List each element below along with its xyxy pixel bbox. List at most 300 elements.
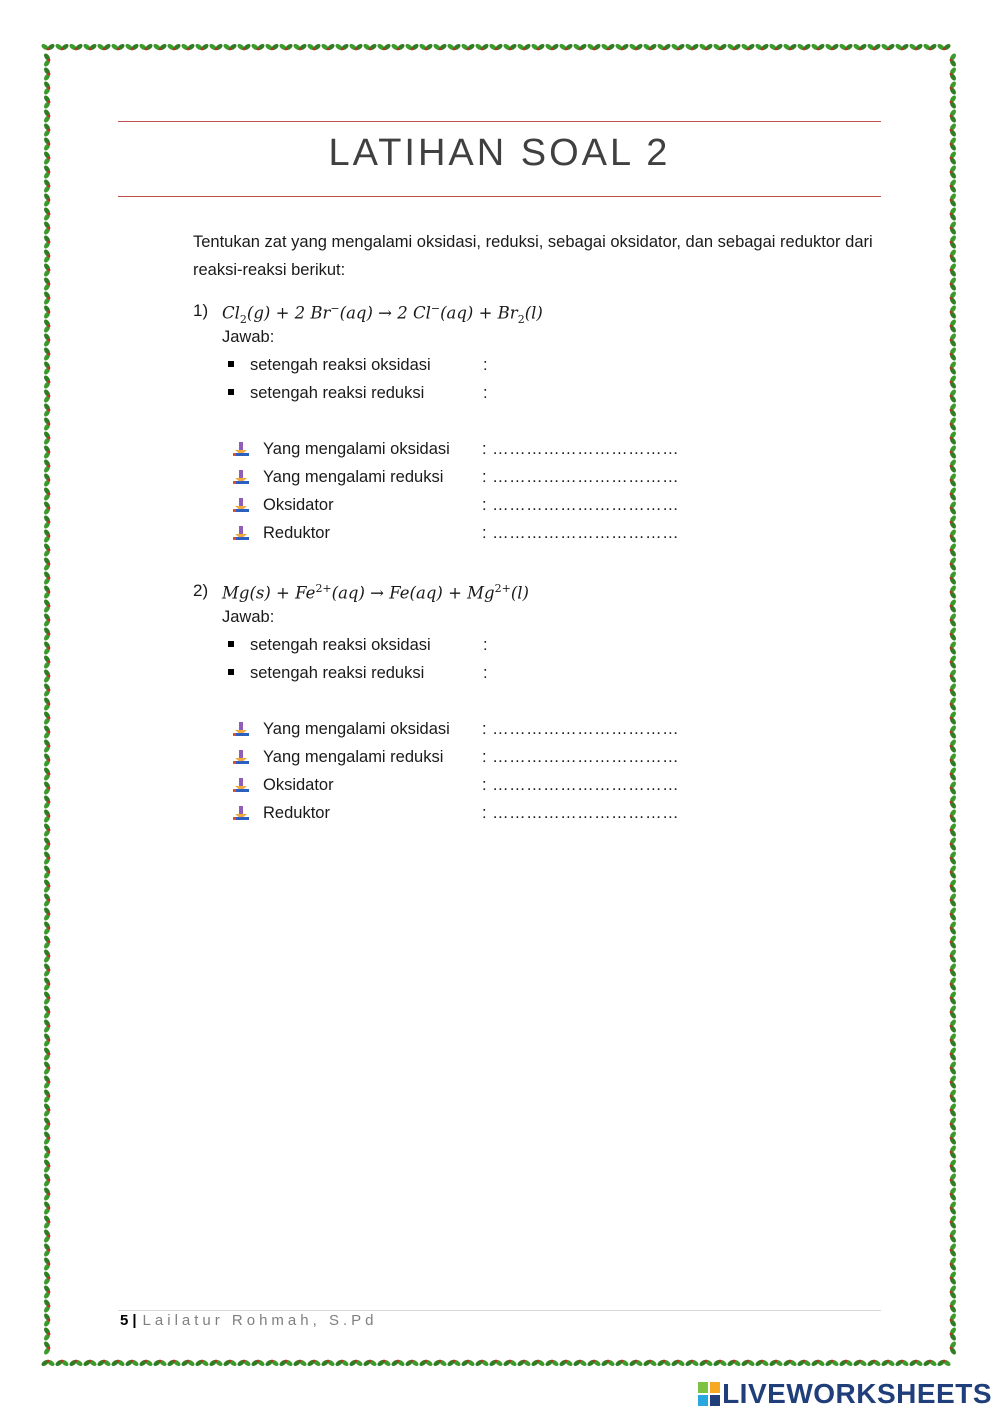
square-bullet-icon xyxy=(228,361,234,367)
holly-sprig xyxy=(949,542,957,557)
holly-sprig xyxy=(949,598,957,613)
holly-sprig xyxy=(949,1130,957,1145)
holly-sprig xyxy=(949,206,957,221)
holly-sprig xyxy=(43,864,51,879)
holly-sprig xyxy=(949,822,957,837)
holly-sprig xyxy=(43,570,51,585)
holly-sprig xyxy=(628,43,643,51)
holly-sprig xyxy=(43,892,51,907)
holly-sprig xyxy=(782,1359,797,1367)
holly-sprig xyxy=(110,43,125,51)
holly-sprig xyxy=(43,332,51,347)
holly-sprig xyxy=(320,1359,335,1367)
holly-sprig xyxy=(474,43,489,51)
holly-sprig xyxy=(152,1359,167,1367)
answer-blank[interactable]: : …………………………… xyxy=(482,804,680,822)
holly-sprig xyxy=(43,1326,51,1341)
holly-sprig xyxy=(824,43,839,51)
holly-sprig xyxy=(880,43,895,51)
holly-sprig xyxy=(43,528,51,543)
holly-sprig xyxy=(908,1359,923,1367)
holly-sprig xyxy=(698,1359,713,1367)
holly-sprig xyxy=(43,150,51,165)
holly-sprig xyxy=(43,1312,51,1327)
holly-sprig xyxy=(712,1359,727,1367)
holly-sprig xyxy=(362,43,377,51)
holly-sprig xyxy=(43,934,51,949)
holly-sprig xyxy=(43,122,51,137)
holly-sprig xyxy=(194,1359,209,1367)
holly-sprig xyxy=(949,66,957,81)
holly-sprig xyxy=(43,360,51,375)
holly-sprig xyxy=(949,1018,957,1033)
equation-2: $Mg(s) + Fe^{2+}(aq) \to Fe(aq) + Mg^{2+}(l)$ xyxy=(222,582,529,603)
square-bullet-icon xyxy=(228,389,234,395)
holly-sprig xyxy=(152,43,167,51)
holly-sprig xyxy=(824,1359,839,1367)
holly-sprig xyxy=(43,1144,51,1159)
holly-sprig xyxy=(949,332,957,347)
holly-sprig xyxy=(949,668,957,683)
holly-sprig xyxy=(43,1284,51,1299)
holly-sprig xyxy=(600,1359,615,1367)
holly-sprig xyxy=(949,220,957,235)
holly-sprig xyxy=(949,346,957,361)
holly-sprig xyxy=(43,696,51,711)
holly-sprig xyxy=(460,1359,475,1367)
holly-sprig xyxy=(949,192,957,207)
holly-sprig xyxy=(54,1359,69,1367)
holly-sprig xyxy=(264,1359,279,1367)
holly-sprig xyxy=(418,1359,433,1367)
holly-sprig xyxy=(43,948,51,963)
holly-sprig xyxy=(949,1340,957,1355)
holly-sprig xyxy=(949,248,957,263)
holly-sprig xyxy=(838,1359,853,1367)
holly-sprig xyxy=(949,1256,957,1271)
holly-sprig xyxy=(949,738,957,753)
holly-sprig xyxy=(432,1359,447,1367)
holly-sprig xyxy=(852,43,867,51)
holly-sprig xyxy=(43,1116,51,1131)
holly-sprig xyxy=(949,654,957,669)
holly-sprig xyxy=(43,1032,51,1047)
holly-sprig xyxy=(726,1359,741,1367)
plus-arrow-icon xyxy=(232,721,250,744)
plus-arrow-icon xyxy=(232,441,250,464)
holly-sprig xyxy=(43,1130,51,1145)
holly-sprig xyxy=(516,1359,531,1367)
holly-sprig xyxy=(684,1359,699,1367)
holly-sprig xyxy=(949,1088,957,1103)
holly-sprig xyxy=(684,43,699,51)
holly-sprig xyxy=(852,1359,867,1367)
holly-sprig xyxy=(43,500,51,515)
holly-sprig xyxy=(949,626,957,641)
holly-sprig xyxy=(138,43,153,51)
holly-sprig xyxy=(949,360,957,375)
holly-sprig xyxy=(236,1359,251,1367)
holly-sprig xyxy=(43,374,51,389)
holly-sprig xyxy=(949,878,957,893)
holly-sprig xyxy=(43,598,51,613)
holly-sprig xyxy=(43,542,51,557)
holly-sprig xyxy=(949,1060,957,1075)
holly-sprig xyxy=(43,276,51,291)
holly-sprig xyxy=(43,1228,51,1243)
holly-sprig xyxy=(949,780,957,795)
holly-sprig xyxy=(222,1359,237,1367)
holly-sprig xyxy=(460,43,475,51)
holly-sprig xyxy=(516,43,531,51)
holly-sprig xyxy=(43,136,51,151)
holly-sprig xyxy=(936,43,951,51)
holly-sprig xyxy=(124,43,139,51)
liveworksheets-logo-icon xyxy=(698,1381,720,1405)
holly-sprig xyxy=(43,472,51,487)
question-number-1: 1) xyxy=(193,301,209,320)
holly-sprig xyxy=(376,1359,391,1367)
holly-sprig xyxy=(949,52,957,67)
holly-sprig xyxy=(949,1284,957,1299)
holly-sprig xyxy=(43,1074,51,1089)
holly-sprig xyxy=(236,43,251,51)
holly-sprig xyxy=(949,514,957,529)
holly-sprig xyxy=(502,43,517,51)
plus-arrow-icon xyxy=(232,469,250,492)
answer-blank[interactable]: : …………………………… xyxy=(482,748,680,766)
jawab-label-1: Jawab: xyxy=(222,328,275,346)
holly-sprig xyxy=(208,43,223,51)
holly-sprig xyxy=(320,43,335,51)
plus-arrow-icon xyxy=(232,497,250,520)
holly-sprig xyxy=(43,262,51,277)
holly-sprig xyxy=(404,1359,419,1367)
holly-sprig xyxy=(43,444,51,459)
holly-sprig xyxy=(446,1359,461,1367)
holly-sprig xyxy=(894,43,909,51)
holly-sprig xyxy=(43,290,51,305)
holly-sprig xyxy=(949,836,957,851)
holly-sprig xyxy=(43,430,51,445)
holly-sprig xyxy=(922,43,937,51)
holly-sprig xyxy=(949,416,957,431)
holly-sprig xyxy=(43,248,51,263)
holly-sprig xyxy=(949,584,957,599)
holly-sprig xyxy=(264,43,279,51)
holly-sprig xyxy=(949,682,957,697)
holly-sprig xyxy=(43,612,51,627)
holly-sprig xyxy=(949,724,957,739)
holly-sprig xyxy=(43,416,51,431)
holly-sprig xyxy=(488,43,503,51)
holly-sprig xyxy=(796,43,811,51)
holly-sprig xyxy=(390,1359,405,1367)
holly-sprig xyxy=(43,906,51,921)
holly-sprig xyxy=(530,43,545,51)
equation-1: $Cl_2(g) + 2$ Br−(aq) → 2 $Cl^-(aq) + Br_2(l)$ xyxy=(222,302,543,326)
holly-sprig xyxy=(292,1359,307,1367)
holly-sprig xyxy=(43,654,51,669)
holly-sprig xyxy=(43,346,51,361)
holly-sprig xyxy=(54,43,69,51)
holly-sprig xyxy=(949,164,957,179)
half-reaction-oxidation-1: setengah reaksi oksidasi : xyxy=(228,356,431,375)
holly-sprig xyxy=(572,1359,587,1367)
holly-sprig xyxy=(949,262,957,277)
holly-sprig xyxy=(949,528,957,543)
holly-sprig xyxy=(949,696,957,711)
holly-sprig xyxy=(43,640,51,655)
holly-sprig xyxy=(43,752,51,767)
holly-sprig xyxy=(949,374,957,389)
holly-sprig xyxy=(949,150,957,165)
holly-sprig xyxy=(138,1359,153,1367)
holly-sprig xyxy=(348,43,363,51)
holly-sprig xyxy=(908,43,923,51)
holly-sprig xyxy=(949,766,957,781)
holly-sprig xyxy=(544,43,559,51)
holly-sprig xyxy=(40,43,55,51)
title-rule-top xyxy=(118,121,881,122)
holly-sprig xyxy=(250,1359,265,1367)
answer-blank[interactable]: : …………………………… xyxy=(482,440,680,458)
holly-sprig xyxy=(949,710,957,725)
holly-sprig xyxy=(502,1359,517,1367)
holly-sprig xyxy=(949,1074,957,1089)
holly-sprig xyxy=(949,290,957,305)
holly-sprig xyxy=(586,43,601,51)
holly-sprig xyxy=(43,920,51,935)
holly-sprig xyxy=(949,962,957,977)
author-name: Lailatur Rohmah, S.Pd xyxy=(142,1312,378,1329)
holly-sprig xyxy=(306,1359,321,1367)
holly-sprig xyxy=(586,1359,601,1367)
half-reaction-reduction-1: setengah reaksi reduksi : xyxy=(228,384,424,403)
holly-sprig xyxy=(740,43,755,51)
holly-sprig xyxy=(43,220,51,235)
holly-sprig xyxy=(698,43,713,51)
holly-sprig xyxy=(628,1359,643,1367)
holly-sprig xyxy=(43,402,51,417)
holly-sprig xyxy=(208,1359,223,1367)
holly-sprig xyxy=(949,1046,957,1061)
holly-sprig xyxy=(180,43,195,51)
holly-sprig xyxy=(390,43,405,51)
holly-sprig xyxy=(949,402,957,417)
holly-sprig xyxy=(949,906,957,921)
holly-sprig xyxy=(166,1359,181,1367)
holly-sprig xyxy=(292,43,307,51)
holly-sprig xyxy=(43,626,51,641)
holly-sprig xyxy=(712,43,727,51)
holly-sprig xyxy=(949,1116,957,1131)
holly-sprig xyxy=(43,304,51,319)
holly-sprig xyxy=(43,234,51,249)
holly-sprig xyxy=(43,1200,51,1215)
holly-sprig xyxy=(949,976,957,991)
holly-sprig xyxy=(949,430,957,445)
holly-sprig xyxy=(949,1186,957,1201)
holly-sprig xyxy=(194,43,209,51)
holly-sprig xyxy=(866,1359,881,1367)
holly-sprig xyxy=(670,1359,685,1367)
holly-sprig xyxy=(949,80,957,95)
holly-sprig xyxy=(43,1186,51,1201)
holly-sprig xyxy=(43,836,51,851)
holly-sprig xyxy=(43,1256,51,1271)
title-rule-bottom xyxy=(118,196,881,197)
holly-sprig xyxy=(43,192,51,207)
holly-sprig xyxy=(572,43,587,51)
holly-sprig xyxy=(949,920,957,935)
holly-sprig xyxy=(166,43,181,51)
holly-sprig xyxy=(43,766,51,781)
answer-blank[interactable]: : …………………………… xyxy=(482,468,680,486)
holly-sprig xyxy=(278,43,293,51)
holly-sprig xyxy=(43,710,51,725)
holly-sprig xyxy=(40,1359,55,1367)
holly-sprig xyxy=(474,1359,489,1367)
holly-sprig xyxy=(949,1270,957,1285)
holly-sprig xyxy=(222,43,237,51)
holly-sprig xyxy=(558,1359,573,1367)
holly-sprig xyxy=(43,668,51,683)
holly-sprig xyxy=(558,43,573,51)
holly-sprig xyxy=(949,234,957,249)
holly-sprig xyxy=(949,1228,957,1243)
holly-sprig xyxy=(754,43,769,51)
holly-sprig xyxy=(43,1060,51,1075)
page-title: LATIHAN SOAL 2 xyxy=(328,132,671,174)
liveworksheets-brand[interactable]: LIVEWORKSHEETS xyxy=(698,1378,992,1410)
holly-sprig xyxy=(949,570,957,585)
holly-sprig xyxy=(949,94,957,109)
holly-sprig xyxy=(68,1359,83,1367)
holly-sprig xyxy=(348,1359,363,1367)
holly-sprig xyxy=(43,1102,51,1117)
holly-sprig xyxy=(306,43,321,51)
holly-sprig xyxy=(949,1298,957,1313)
holly-sprig xyxy=(43,80,51,95)
answer-blank[interactable]: : …………………………… xyxy=(482,776,680,794)
holly-sprig xyxy=(642,1359,657,1367)
holly-sprig xyxy=(446,43,461,51)
holly-sprig xyxy=(726,43,741,51)
holly-sprig xyxy=(949,388,957,403)
answer-blank[interactable]: : …………………………… xyxy=(482,720,680,738)
holly-sprig xyxy=(949,1200,957,1215)
holly-sprig xyxy=(43,1242,51,1257)
holly-sprig xyxy=(43,1018,51,1033)
answer-blank[interactable]: : …………………………… xyxy=(482,496,680,514)
holly-sprig xyxy=(949,1214,957,1229)
holly-sprig xyxy=(949,304,957,319)
holly-sprig xyxy=(404,43,419,51)
holly-sprig xyxy=(250,43,265,51)
plus-arrow-icon xyxy=(232,749,250,772)
holly-sprig xyxy=(949,444,957,459)
holly-sprig xyxy=(796,1359,811,1367)
holly-sprig xyxy=(866,43,881,51)
holly-sprig xyxy=(43,1270,51,1285)
holly-sprig xyxy=(949,108,957,123)
holly-sprig xyxy=(43,1340,51,1355)
holly-sprig xyxy=(600,43,615,51)
holly-sprig xyxy=(949,892,957,907)
holly-sprig xyxy=(68,43,83,51)
instruction-text: Tentukan zat yang mengalami oksidasi, reduksi, sebagai oksidator, dan sebagai reduktor dari reaksi-reaksi berikut: xyxy=(193,233,873,279)
holly-sprig xyxy=(43,108,51,123)
holly-sprig xyxy=(880,1359,895,1367)
holly-sprig xyxy=(43,794,51,809)
holly-sprig xyxy=(614,43,629,51)
holly-sprig xyxy=(949,752,957,767)
holly-sprig xyxy=(43,318,51,333)
holly-sprig xyxy=(110,1359,125,1367)
holly-sprig xyxy=(43,1298,51,1313)
holly-sprig xyxy=(43,850,51,865)
holly-sprig xyxy=(922,1359,937,1367)
holly-sprig xyxy=(544,1359,559,1367)
square-bullet-icon xyxy=(228,641,234,647)
holly-sprig xyxy=(949,808,957,823)
holly-sprig xyxy=(334,1359,349,1367)
page-number: 5 xyxy=(120,1312,129,1329)
holly-sprig xyxy=(949,556,957,571)
holly-sprig xyxy=(949,1172,957,1187)
holly-sprig xyxy=(949,794,957,809)
holly-sprig xyxy=(949,500,957,515)
holly-sprig xyxy=(43,962,51,977)
question-number-2: 2) xyxy=(193,581,209,600)
holly-sprig xyxy=(740,1359,755,1367)
holly-sprig xyxy=(43,878,51,893)
holly-sprig xyxy=(43,206,51,221)
holly-sprig xyxy=(949,1144,957,1159)
plus-arrow-icon xyxy=(232,805,250,828)
holly-sprig xyxy=(949,864,957,879)
holly-sprig xyxy=(810,1359,825,1367)
holly-sprig xyxy=(43,556,51,571)
answer-blank[interactable]: : …………………………… xyxy=(482,524,680,542)
holly-sprig xyxy=(949,1158,957,1173)
holly-sprig xyxy=(43,1158,51,1173)
holly-sprig xyxy=(43,780,51,795)
holly-sprig xyxy=(43,164,51,179)
holly-sprig xyxy=(43,822,51,837)
holly-sprig xyxy=(432,43,447,51)
holly-sprig xyxy=(488,1359,503,1367)
holly-sprig xyxy=(43,1046,51,1061)
holly-sprig xyxy=(949,276,957,291)
holly-sprig xyxy=(949,472,957,487)
holly-sprig xyxy=(768,1359,783,1367)
holly-sprig xyxy=(43,808,51,823)
half-reaction-reduction-2: setengah reaksi reduksi : xyxy=(228,664,424,683)
holly-sprig xyxy=(949,318,957,333)
holly-sprig xyxy=(334,43,349,51)
plus-arrow-icon xyxy=(232,777,250,800)
holly-sprig xyxy=(43,990,51,1005)
holly-sprig xyxy=(949,934,957,949)
holly-sprig xyxy=(768,43,783,51)
holly-sprig xyxy=(838,43,853,51)
holly-sprig xyxy=(949,640,957,655)
holly-sprig xyxy=(43,94,51,109)
holly-sprig xyxy=(949,1312,957,1327)
holly-sprig xyxy=(656,43,671,51)
